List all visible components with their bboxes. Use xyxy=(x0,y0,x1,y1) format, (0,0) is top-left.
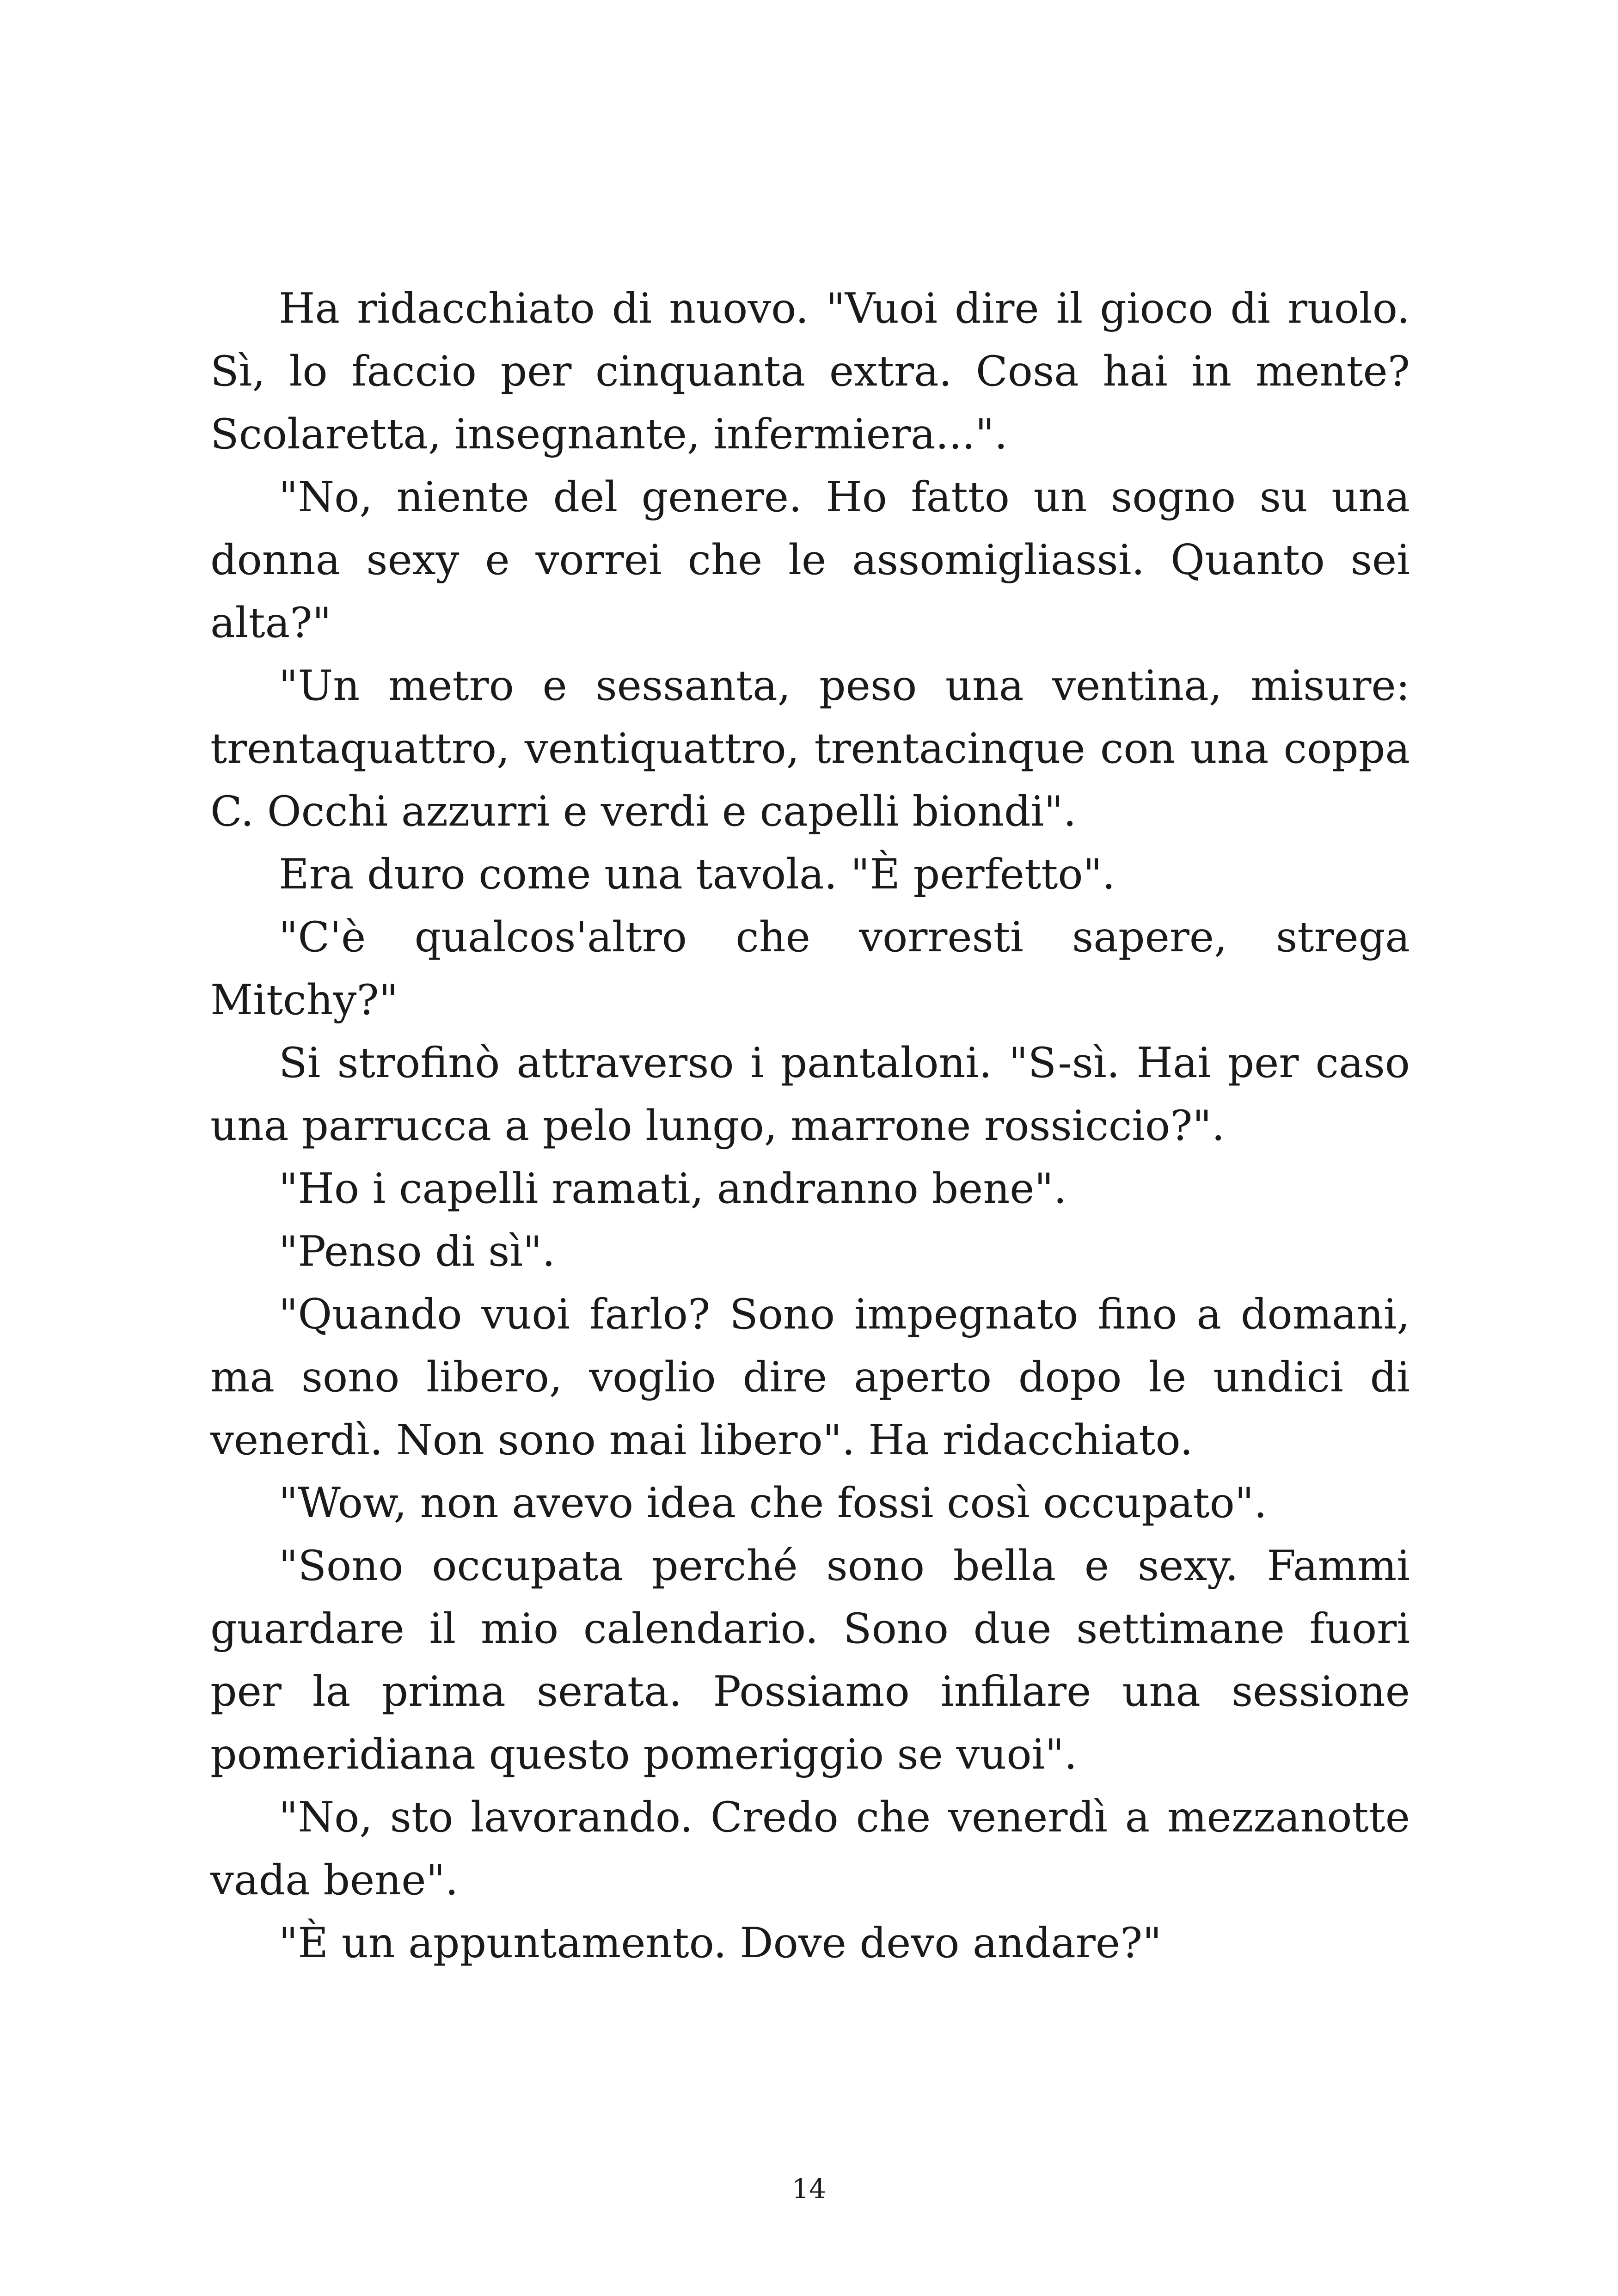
paragraph: Ha ridacchiato di nuovo. "Vuoi dire il gioco di ruolo. Sì, lo faccio per cinquanta extra. Cosa hai in mente? Scolaretta, insegnante, infermiera...". xyxy=(210,284,1410,459)
paragraph: "No, sto lavorando. Credo che venerdì a mezzanotte vada bene". xyxy=(210,1793,1410,1904)
paragraph: "No, niente del genere. Ho fatto un sogno su una donna sexy e vorrei che le assomigliassi. Quanto sei alta?" xyxy=(210,473,1410,647)
paragraph: "Sono occupata perché sono bella e sexy. Fammi guardare il mio calendario. Sono due settimane fuori per la prima serata. Possiamo infilare una sessione pomeridiana questo pomeriggio se vuoi". xyxy=(210,1542,1410,1779)
paragraph: "Quando vuoi farlo? Sono impegnato fino a domani, ma sono libero, voglio dire aperto dopo le undici di venerdì. Non sono mai libero". Ha ridacchiato. xyxy=(210,1290,1410,1464)
paragraph: Si strofinò attraverso i pantaloni. "S-sì. Hai per caso una parrucca a pelo lungo, marrone rossiccio?". xyxy=(210,1039,1410,1150)
paragraph: "Penso di sì". xyxy=(279,1227,556,1276)
paragraph: "Ho i capelli ramati, andranno bene". xyxy=(279,1164,1067,1213)
paragraph: Era duro come una tavola. "È perfetto". xyxy=(279,850,1115,899)
paragraph: "Un metro e sessanta, peso una ventina, misure: trentaquattro, ventiquattro, trentacinque con una coppa C. Occhi azzurri e verdi e capelli biondi". xyxy=(210,661,1410,836)
paragraph: "C'è qualcos'altro che vorresti sapere, strega Mitchy?" xyxy=(210,913,1410,1024)
body-text xyxy=(210,277,1410,1975)
paragraph: "Wow, non avevo idea che fossi così occupato". xyxy=(279,1479,1267,1527)
page-number: 14 xyxy=(792,2173,826,2204)
paragraph: "È un appuntamento. Dove devo andare?" xyxy=(279,1919,1162,1967)
